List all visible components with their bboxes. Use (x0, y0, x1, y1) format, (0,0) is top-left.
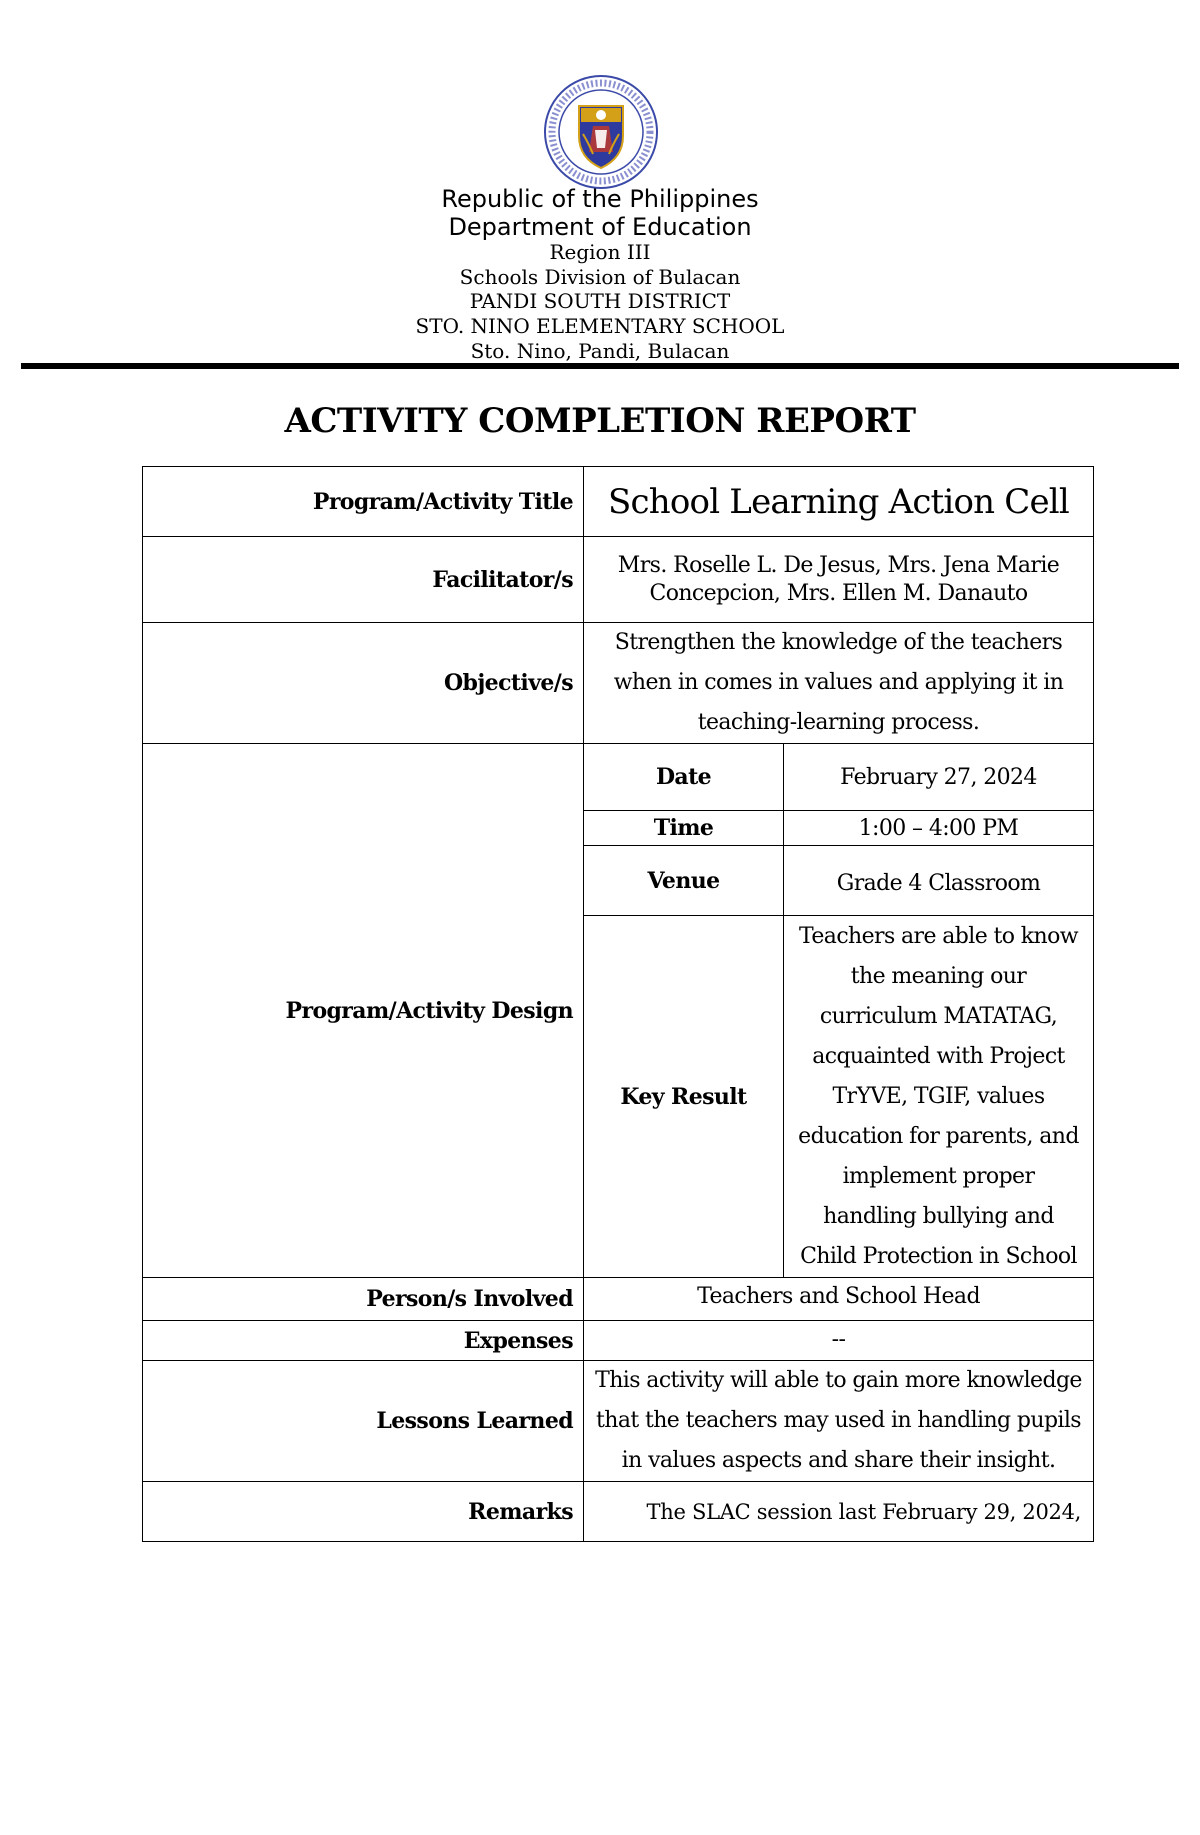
row-date (143, 744, 1094, 811)
key-result-line: curriculum MATATAG, (819, 1003, 1058, 1029)
objectives-label: Objective/s (143, 623, 584, 744)
remarks-value: The SLAC session last February 29, 2024, (584, 1482, 1094, 1542)
row-activity-title (143, 467, 1094, 537)
objective-line: Strengthen the knowledge of the teachers (614, 630, 1063, 655)
header-district: PANDI SOUTH DISTRICT (469, 289, 731, 313)
report-title: ACTIVITY COMPLETION REPORT (284, 401, 916, 441)
key-result-line: the meaning our (850, 963, 1027, 989)
objective-line: when in comes in values and applying it in (613, 670, 1064, 695)
deped-seal-logo (543, 74, 659, 190)
header-division: Schools Division of Bulacan (459, 265, 741, 289)
persons-involved-value: Teachers and School Head (584, 1278, 1094, 1321)
venue-value: Grade 4 Classroom (784, 846, 1094, 916)
facilitators-line: Concepcion, Mrs. Ellen M. Danauto (649, 580, 1028, 606)
key-result-line: education for parents, and (798, 1123, 1079, 1149)
objectives-value (584, 623, 1094, 744)
row-expenses (143, 1321, 1094, 1361)
key-result-line: implement proper (842, 1163, 1035, 1189)
time-value: 1:00 – 4:00 PM (784, 811, 1094, 846)
facilitators-line: Mrs. Roselle L. De Jesus, Mrs. Jena Marie (617, 552, 1060, 578)
key-result-line: Teachers are able to know (799, 923, 1078, 949)
key-result-line: acquainted with Project (812, 1043, 1065, 1069)
facilitators-label: Facilitator/s (143, 537, 584, 623)
lessons-learned-label: Lessons Learned (143, 1361, 584, 1482)
remarks-label: Remarks (143, 1482, 584, 1542)
lessons-line: that the teachers may used in handling pupils (596, 1408, 1081, 1433)
row-persons-involved (143, 1278, 1094, 1321)
header-department: Department of Education (448, 213, 752, 241)
lessons-line: This activity will able to gain more knowledge (595, 1368, 1082, 1393)
row-objectives (143, 623, 1094, 744)
row-facilitators (143, 537, 1094, 623)
activity-report-table (142, 466, 1094, 1542)
activity-title-value: School Learning Action Cell (584, 467, 1094, 537)
facilitators-value (584, 537, 1094, 623)
row-remarks (143, 1482, 1094, 1542)
design-label: Program/Activity Design (143, 744, 584, 1278)
activity-title-label: Program/Activity Title (143, 467, 584, 537)
header-divider (21, 363, 1179, 369)
header-region: Region III (549, 240, 651, 264)
header-school-address: Sto. Nino, Pandi, Bulacan (470, 339, 730, 363)
expenses-label: Expenses (143, 1321, 584, 1361)
header-republic: Republic of the Philippines (441, 185, 759, 213)
persons-involved-label: Person/s Involved (143, 1278, 584, 1321)
key-result-value (784, 916, 1094, 1278)
row-lessons-learned (143, 1361, 1094, 1482)
key-result-line: handling bullying and (823, 1203, 1054, 1229)
key-result-line: Child Protection in School (800, 1243, 1077, 1269)
venue-label: Venue (584, 846, 784, 916)
expenses-value: -- (584, 1321, 1094, 1361)
key-result-label: Key Result (584, 916, 784, 1278)
lessons-learned-value (584, 1361, 1094, 1482)
date-label: Date (584, 744, 784, 811)
date-value: February 27, 2024 (784, 744, 1094, 811)
time-label: Time (584, 811, 784, 846)
header-school-name: STO. NINO ELEMENTARY SCHOOL (415, 314, 785, 338)
key-result-line: TrYVE, TGIF, values (832, 1083, 1045, 1109)
lessons-line: in values aspects and share their insight. (621, 1448, 1056, 1473)
objective-line: teaching-learning process. (697, 710, 980, 735)
